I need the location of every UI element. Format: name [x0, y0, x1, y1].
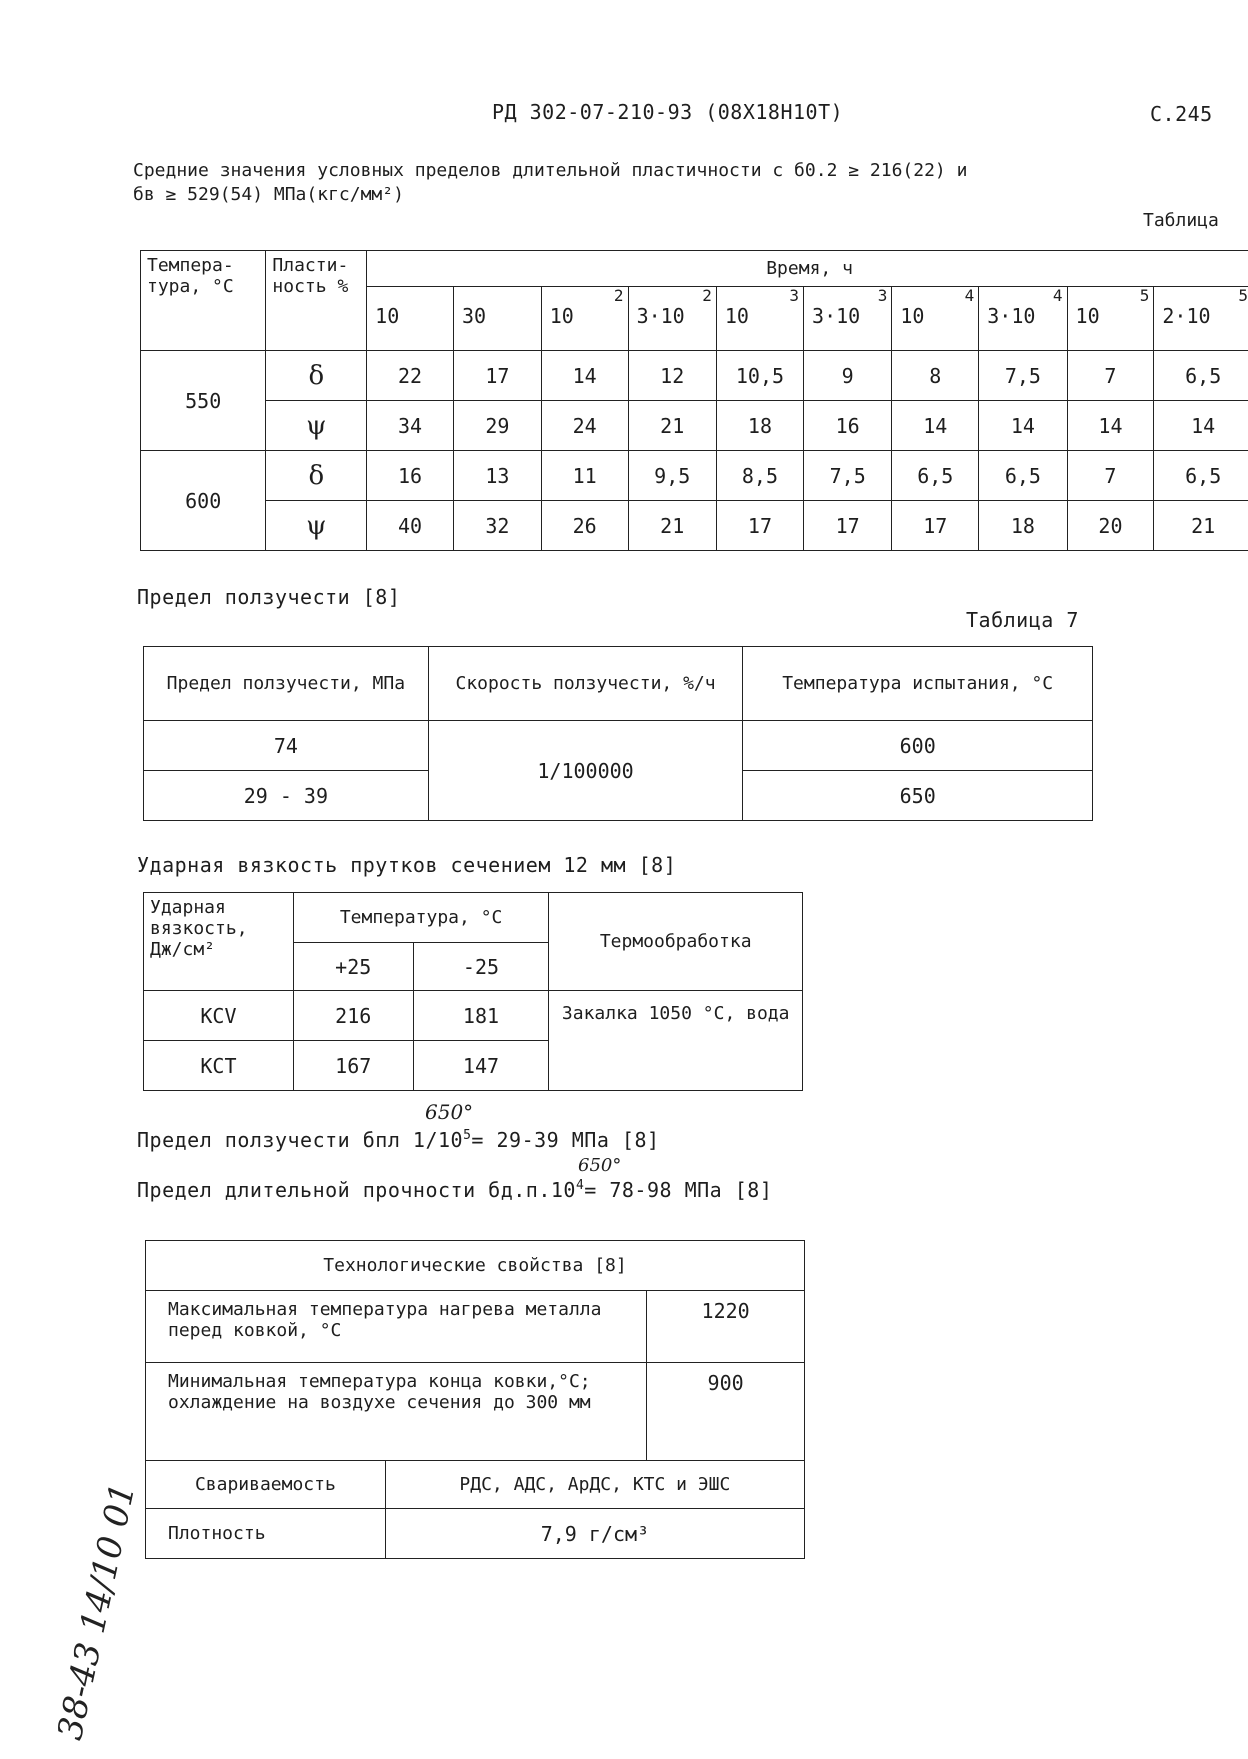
- time-exponent: 4: [964, 286, 975, 305]
- plasticity-value: 18: [979, 501, 1067, 551]
- plasticity-value: 26: [541, 501, 628, 551]
- plasticity-value: 34: [367, 401, 454, 451]
- time-column-header: [1067, 287, 1154, 351]
- tech-properties-title: Технологические свойства [8]: [146, 1241, 805, 1291]
- density-value: 7,9 г/см³: [385, 1509, 804, 1559]
- plasticity-value: 6,5: [1154, 351, 1248, 401]
- creep-rate-header: Скорость ползучести, %/ч: [428, 647, 743, 721]
- plasticity-value: 14: [541, 351, 628, 401]
- plasticity-value: 21: [628, 401, 716, 451]
- creep-rate-cell: 1/100000: [428, 721, 743, 821]
- max-forging-temp-value: 1220: [647, 1291, 805, 1363]
- test-temperature-header: Температура испытания, °С: [743, 647, 1093, 721]
- density-label: Плотность: [146, 1509, 386, 1559]
- handwritten-temperature-note: 650°: [578, 1155, 622, 1176]
- time-column-header: [979, 287, 1067, 351]
- time-value: 10: [724, 304, 749, 328]
- creep-limit-exponent: 5: [463, 1128, 472, 1143]
- time-column-header: [367, 287, 454, 351]
- time-value: 3·10: [987, 304, 1036, 328]
- page-number: С.245: [1150, 102, 1213, 126]
- plasticity-value: 10,5: [716, 351, 803, 401]
- table1-caption-line2: бв ≥ 529(54) МПа(кгс/мм²): [133, 184, 404, 205]
- creep-limit-text: Предел ползучести бпл 1/10: [137, 1128, 464, 1152]
- impact-header: Ударная вязкость, Дж/см²: [144, 893, 294, 991]
- plasticity-value: 17: [453, 351, 541, 401]
- plasticity-value: 12: [628, 351, 716, 401]
- plasticity-value: 14: [892, 401, 979, 451]
- test-temperature-cell: 650: [743, 771, 1093, 821]
- plasticity-value: 9: [804, 351, 892, 401]
- creep-limit-cell: 29 - 39: [144, 771, 429, 821]
- plasticity-value: 24: [541, 401, 628, 451]
- plasticity-value: 17: [892, 501, 979, 551]
- heat-treatment-value: Закалка 1050 °С, вода: [549, 991, 803, 1091]
- plasticity-value: 16: [367, 451, 454, 501]
- table1-label: Таблица: [1143, 210, 1219, 231]
- plasticity-value: 11: [541, 451, 628, 501]
- creep-section-title: Предел ползучести [8]: [137, 585, 401, 609]
- handwritten-temperature-note: 650°: [425, 1100, 474, 1124]
- time-column-header: [892, 287, 979, 351]
- time-exponent: 2: [702, 286, 712, 305]
- plasticity-value: 14: [1154, 401, 1248, 451]
- impact-row-name: KCT: [144, 1041, 294, 1091]
- time-value: 30: [461, 304, 487, 328]
- plasticity-value: 21: [1154, 501, 1248, 551]
- col-time-header: Время, ч: [367, 251, 1248, 287]
- weldability-label: Свариваемость: [146, 1461, 386, 1509]
- time-exponent: 5: [1139, 286, 1150, 305]
- creep-limit-header: Предел ползучести, МПа: [144, 647, 429, 721]
- time-value: 10: [1075, 304, 1100, 328]
- plasticity-value: 6,5: [1154, 451, 1248, 501]
- plasticity-table: [140, 250, 1248, 551]
- time-column-header: [541, 287, 628, 351]
- impact-section-title: Ударная вязкость прутков сечением 12 мм [8]: [137, 853, 677, 877]
- time-value: 10: [375, 304, 400, 328]
- plasticity-value: 17: [804, 501, 892, 551]
- impact-temperature-header: Температура, °С: [293, 893, 549, 943]
- plasticity-value: 29: [453, 401, 541, 451]
- handwritten-margin-note: 38-43 14/10 01: [50, 1479, 144, 1744]
- plasticity-value: 22: [367, 351, 454, 401]
- plasticity-value: 13: [453, 451, 541, 501]
- time-exponent: [367, 287, 453, 305]
- temperature-cell: 550: [141, 351, 266, 451]
- rupture-strength-exponent: 4: [575, 1178, 585, 1193]
- plasticity-value: 20: [1067, 501, 1154, 551]
- time-value: 10: [549, 304, 574, 328]
- plasticity-symbol: δ: [266, 351, 367, 401]
- plasticity-value: 7: [1067, 451, 1154, 501]
- plasticity-symbol: ψ: [266, 501, 367, 551]
- test-temperature-cell: 600: [743, 721, 1093, 771]
- plasticity-value: 9,5: [628, 451, 716, 501]
- creep-table: [143, 646, 1093, 821]
- impact-temp-plus: +25: [293, 943, 413, 991]
- time-column-header: [453, 287, 541, 351]
- impact-table: [143, 892, 803, 1091]
- impact-row-name: KCV: [144, 991, 294, 1041]
- impact-temp-minus: -25: [413, 943, 549, 991]
- rupture-strength-value: = 78-98 МПа [8]: [584, 1178, 773, 1202]
- creep-limit-cell: 74: [144, 721, 429, 771]
- time-column-header: [716, 287, 803, 351]
- plasticity-value: 16: [804, 401, 892, 451]
- plasticity-value: 17: [716, 501, 803, 551]
- time-value: 3·10: [636, 304, 685, 328]
- plasticity-value: 18: [716, 401, 803, 451]
- time-exponent: 3: [877, 286, 888, 305]
- creep-limit-value: = 29-39 МПа [8]: [471, 1128, 660, 1152]
- plasticity-value: 21: [628, 501, 716, 551]
- table1-caption-line1: Средние значения условных пределов длительной пластичности с б0.2 ≥ 216(22) и: [133, 160, 968, 181]
- weldability-value: РДС, АДС, АрДС, КТС и ЭШС: [385, 1461, 804, 1509]
- creep-limit-line: [137, 1128, 660, 1152]
- time-exponent: 2: [613, 286, 624, 305]
- time-exponent: 4: [1052, 286, 1063, 305]
- tech-properties-table: [145, 1240, 805, 1559]
- time-value: 3·10: [812, 304, 861, 328]
- impact-row-value: 167: [293, 1041, 413, 1091]
- plasticity-value: 7: [1067, 351, 1154, 401]
- impact-row-value: 181: [413, 991, 549, 1041]
- table7-label: Таблица 7: [966, 608, 1079, 632]
- plasticity-value: 8: [892, 351, 979, 401]
- plasticity-value: 14: [979, 401, 1067, 451]
- plasticity-value: 7,5: [979, 351, 1067, 401]
- plasticity-symbol: ψ: [266, 401, 367, 451]
- time-column-header: [1154, 287, 1248, 351]
- impact-row-value: 216: [293, 991, 413, 1041]
- col-temperature-header: Темпера-тура, °С: [141, 251, 266, 351]
- plasticity-value: 8,5: [716, 451, 803, 501]
- time-exponent: 5: [1238, 286, 1248, 305]
- time-column-header: [628, 287, 716, 351]
- max-forging-temp-label: Максимальная температура нагрева металла перед ковкой, °С: [146, 1291, 647, 1363]
- time-exponent: 3: [789, 286, 800, 305]
- temperature-cell: 600: [141, 451, 266, 551]
- document-code: РД 302-07-210-93 (08Х18Н10Т): [492, 100, 844, 124]
- plasticity-value: 6,5: [892, 451, 979, 501]
- plasticity-symbol: δ: [266, 451, 367, 501]
- heat-treatment-header: Термообработка: [549, 893, 803, 991]
- time-column-header: [804, 287, 892, 351]
- plasticity-value: 14: [1067, 401, 1154, 451]
- plasticity-value: 7,5: [804, 451, 892, 501]
- time-exponent: [454, 287, 541, 305]
- impact-row-value: 147: [413, 1041, 549, 1091]
- col-plasticity-header: Пласти-ность %: [266, 251, 367, 351]
- rupture-strength-text: Предел длительной прочности бд.п.10: [137, 1178, 576, 1202]
- time-value: 10: [900, 304, 925, 328]
- plasticity-value: 6,5: [979, 451, 1067, 501]
- time-value: 2·10: [1162, 304, 1211, 328]
- rupture-strength-line: [137, 1178, 772, 1202]
- min-forging-temp-label: Минимальная температура конца ковки,°С; охлаждение на воздухе сечения до 300 мм: [146, 1363, 647, 1461]
- plasticity-value: 40: [367, 501, 454, 551]
- plasticity-value: 32: [453, 501, 541, 551]
- min-forging-temp-value: 900: [647, 1363, 805, 1461]
